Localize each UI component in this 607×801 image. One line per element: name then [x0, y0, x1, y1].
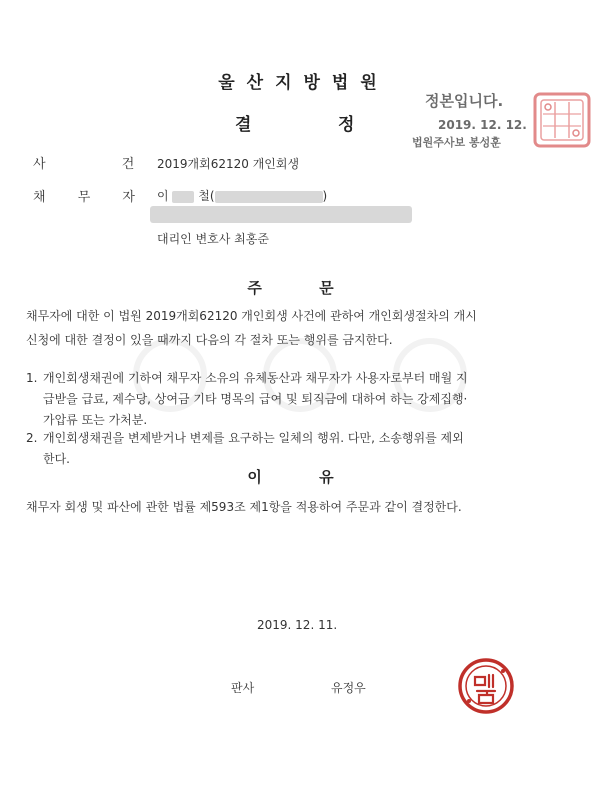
order-item: [26, 368, 566, 431]
order-item: [26, 428, 566, 470]
main-order-heading: 주 문: [247, 279, 360, 297]
certification-text: 정본입니다.: [425, 92, 504, 110]
document-type-char-2: 정: [338, 115, 355, 135]
name-redaction: [172, 191, 194, 203]
certification-date: 2019. 12. 12.: [438, 118, 527, 132]
judge-title: 판사: [231, 681, 255, 695]
debtor-id-open-paren: (: [209, 189, 215, 203]
main-order-line: 신청에 대한 결정이 있을 때까지 다음의 각 절차 또는 행위를 금지한다.: [26, 333, 393, 347]
document-type: [235, 110, 355, 135]
order-item-number: 2.: [26, 431, 38, 445]
order-item-text: 급받을 급료, 제수당, 상여금 기타 명목의 급여 및 퇴직금에 대하여 하는 강제집행·: [43, 392, 468, 406]
court-name: 울산지방법원: [218, 73, 389, 93]
order-item-text: 개인회생채권에 기하여 채무자 소유의 유체동산과 채무자가 사용자로부터 매월 지: [43, 371, 468, 385]
clerk-seal: [533, 92, 591, 152]
order-item-text: 가압류 또는 가처분.: [43, 413, 148, 427]
order-item-number: 1.: [26, 371, 38, 385]
order-item-text: 한다.: [43, 452, 70, 466]
document-type-char-1: 결: [235, 115, 252, 135]
debtor-name: [157, 187, 327, 204]
judge-seal: [457, 657, 515, 719]
id-redaction: [215, 191, 323, 203]
case-number: 2019개회62120 개인회생: [157, 157, 300, 171]
main-order-text: [26, 304, 566, 352]
main-order-line: 채무자에 대한 이 법원 2019개회62120 개인회생 사건에 관하여 개인회생절차의 개시: [26, 309, 477, 323]
judge-name: 유정우: [331, 681, 366, 695]
case-label: 사 건: [33, 157, 171, 172]
order-item-text: 개인회생채권을 변제받거나 변제를 요구하는 일체의 행위. 다만, 소송행위를 제외: [43, 431, 464, 445]
certification-issuer: 법원주사보 봉성훈: [412, 136, 501, 149]
debtor-label: 채 무 자: [33, 190, 149, 205]
address-redaction: [150, 206, 412, 223]
reason-text: 채무자 회생 및 파산에 관한 법률 제593조 제1항을 적용하여 주문과 같이 결정한다.: [26, 500, 462, 514]
debtor-agent: 대리인 변호사 최홍준: [157, 232, 269, 246]
reason-heading: 이 유: [247, 468, 360, 486]
debtor-name-suffix: 철: [198, 189, 210, 203]
debtor-name-prefix: 이: [157, 189, 169, 203]
decision-date: 2019. 12. 11.: [257, 618, 338, 632]
debtor-id-close-paren: ): [322, 189, 328, 203]
